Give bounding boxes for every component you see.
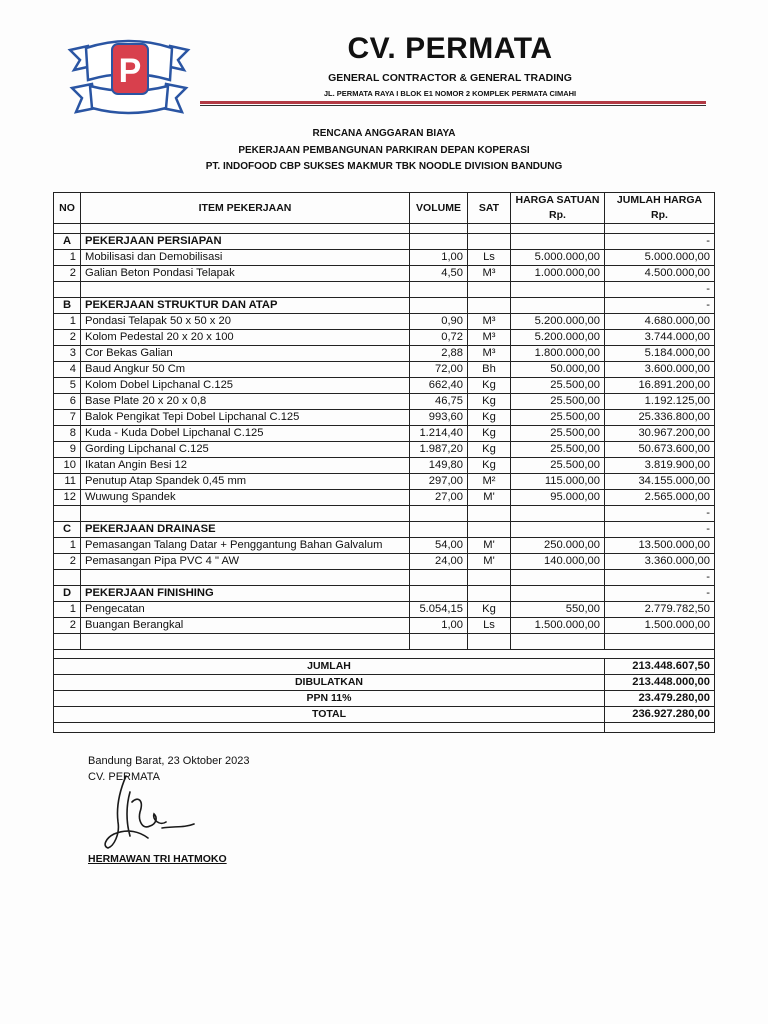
table-row <box>54 618 715 634</box>
cell-item: Kolom Pedestal 20 x 20 x 100 <box>81 330 410 346</box>
table-row <box>54 314 715 330</box>
cell-item: Gording Lipchanal C.125 <box>81 442 410 458</box>
cell-total-price: 1.192.125,00 <box>605 394 715 410</box>
cell-total-price: 34.155.000,00 <box>605 474 715 490</box>
cell-unit: M' <box>468 538 511 554</box>
cell-item: Base Plate 20 x 20 x 0,8 <box>81 394 410 410</box>
cell-no: 10 <box>54 458 81 474</box>
cell-unit <box>468 234 511 250</box>
cell-unit-price: 115.000,00 <box>511 474 605 490</box>
cell-no: B <box>54 298 81 314</box>
cell-no: 1 <box>54 250 81 266</box>
cell-item: Baud Angkur 50 Cm <box>81 362 410 378</box>
summary-value: 236.927.280,00 <box>605 707 715 723</box>
table-row <box>54 362 715 378</box>
cell-total-price: 1.500.000,00 <box>605 618 715 634</box>
table-header-row <box>54 193 715 209</box>
cell-no: 2 <box>54 266 81 282</box>
project-name: PEKERJAAN PEMBANGUNAN PARKIRAN DEPAN KOPERASI <box>238 145 530 156</box>
cell-unit <box>468 282 511 298</box>
document-title: RENCANA ANGGARAN BIAYA <box>312 128 456 139</box>
cell-unit-price <box>511 298 605 314</box>
company-address: JL. PERMATA RAYA I BLOK E1 NOMOR 2 KOMPLEK PERMATA CIMAHI <box>323 89 577 98</box>
cell-no: 1 <box>54 602 81 618</box>
letterhead-divider-thin <box>200 105 706 106</box>
cell-unit <box>468 634 511 650</box>
cell-volume <box>410 586 468 602</box>
table-row <box>54 602 715 618</box>
cell-unit: M³ <box>468 266 511 282</box>
summary-value: 213.448.607,50 <box>605 659 715 675</box>
cell-no <box>54 634 81 650</box>
signature-company: CV. PERMATA <box>88 771 160 783</box>
company-logo <box>66 36 192 116</box>
client-name: PT. INDOFOOD CBP SUKSES MAKMUR TBK NOODLE DIVISION BANDUNG <box>205 161 563 172</box>
cell-no: 2 <box>54 330 81 346</box>
summary-label: DIBULATKAN <box>54 675 605 691</box>
cell-unit-price: 250.000,00 <box>511 538 605 554</box>
cell-unit: Kg <box>468 378 511 394</box>
cell-volume <box>410 570 468 586</box>
cell-total-price: 25.336.800,00 <box>605 410 715 426</box>
cell-no <box>54 282 81 298</box>
cell-no: 8 <box>54 426 81 442</box>
section-row <box>54 586 715 602</box>
cell-unit-price <box>511 506 605 522</box>
cell-total-price: 3.819.900,00 <box>605 458 715 474</box>
cell-no: D <box>54 586 81 602</box>
cell-unit: M³ <box>468 346 511 362</box>
summary-spacer-row <box>54 650 715 659</box>
cell-item: Galian Beton Pondasi Telapak <box>81 266 410 282</box>
logo-letter: P <box>118 52 142 90</box>
summary-label: PPN 11% <box>54 691 605 707</box>
cell-total-price: 2.779.782,50 <box>605 602 715 618</box>
cell-no: 2 <box>54 618 81 634</box>
cell-unit-price <box>511 522 605 538</box>
cell-total-price: - <box>605 570 715 586</box>
summary-label: TOTAL <box>54 707 605 723</box>
table-row <box>54 490 715 506</box>
cell-total-price: - <box>605 586 715 602</box>
cell-volume: 297,00 <box>410 474 468 490</box>
cell-item: PEKERJAAN FINISHING <box>81 586 410 602</box>
cell-no: 11 <box>54 474 81 490</box>
cell-unit-price: 1.800.000,00 <box>511 346 605 362</box>
cell-unit: M³ <box>468 330 511 346</box>
table-row <box>54 570 715 586</box>
handwritten-signature <box>100 772 200 852</box>
cell-unit-price: 50.000,00 <box>511 362 605 378</box>
cell-unit-price: 25.500,00 <box>511 458 605 474</box>
cell-volume: 46,75 <box>410 394 468 410</box>
table-row <box>54 346 715 362</box>
cell-volume: 662,40 <box>410 378 468 394</box>
header-total-price: JUMLAH HARGA <box>605 193 715 209</box>
cell-unit: M² <box>468 474 511 490</box>
table-row <box>54 250 715 266</box>
summary-value: 23.479.280,00 <box>605 691 715 707</box>
section-row <box>54 234 715 250</box>
cell-volume <box>410 634 468 650</box>
cell-item: Buangan Berangkal <box>81 618 410 634</box>
cell-unit <box>468 570 511 586</box>
cell-item: Pemasangan Talang Datar + Penggantung Bahan Galvalum <box>81 538 410 554</box>
table-end-row <box>54 723 715 733</box>
cell-unit-price: 1.000.000,00 <box>511 266 605 282</box>
cell-unit-price: 5.200.000,00 <box>511 330 605 346</box>
signer-name: HERMAWAN TRI HATMOKO <box>88 853 227 865</box>
cell-total-price: 16.891.200,00 <box>605 378 715 394</box>
cell-unit: Kg <box>468 394 511 410</box>
cell-unit: Ls <box>468 618 511 634</box>
cell-item: PEKERJAAN STRUKTUR DAN ATAP <box>81 298 410 314</box>
letterhead-divider <box>200 101 706 104</box>
cell-unit-price: 25.500,00 <box>511 442 605 458</box>
table-row <box>54 282 715 298</box>
cell-volume <box>410 298 468 314</box>
table-row <box>54 458 715 474</box>
cell-no: C <box>54 522 81 538</box>
cell-total-price: - <box>605 282 715 298</box>
table-row <box>54 330 715 346</box>
header-unit: SAT <box>468 193 511 224</box>
cell-unit <box>468 586 511 602</box>
cell-total-price: 2.565.000,00 <box>605 490 715 506</box>
cell-item: Mobilisasi dan Demobilisasi <box>81 250 410 266</box>
cell-item: Penutup Atap Spandek 0,45 mm <box>81 474 410 490</box>
cell-no <box>54 506 81 522</box>
cell-total-price: 4.680.000,00 <box>605 314 715 330</box>
table-row <box>54 394 715 410</box>
cell-unit: M' <box>468 490 511 506</box>
cell-item: PEKERJAAN DRAINASE <box>81 522 410 538</box>
place-date: Bandung Barat, 23 Oktober 2023 <box>88 755 250 767</box>
table-row <box>54 538 715 554</box>
cell-unit: Ls <box>468 250 511 266</box>
cell-total-price: - <box>605 234 715 250</box>
cell-volume: 24,00 <box>410 554 468 570</box>
cell-item: Cor Bekas Galian <box>81 346 410 362</box>
header-unit-price: HARGA SATUAN <box>511 193 605 209</box>
cell-total-price: 3.600.000,00 <box>605 362 715 378</box>
company-tagline: GENERAL CONTRACTOR & GENERAL TRADING <box>328 72 572 84</box>
cell-unit-price: 1.500.000,00 <box>511 618 605 634</box>
cell-volume: 4,50 <box>410 266 468 282</box>
cell-volume: 54,00 <box>410 538 468 554</box>
cell-volume: 0,90 <box>410 314 468 330</box>
section-row <box>54 522 715 538</box>
cell-no: 6 <box>54 394 81 410</box>
cell-volume: 5.054,15 <box>410 602 468 618</box>
cell-volume <box>410 522 468 538</box>
cell-unit: M' <box>468 554 511 570</box>
cell-unit: Kg <box>468 602 511 618</box>
cell-unit-price <box>511 586 605 602</box>
cell-unit-price: 550,00 <box>511 602 605 618</box>
cell-total-price: 3.744.000,00 <box>605 330 715 346</box>
cell-unit: Kg <box>468 442 511 458</box>
cell-total-price: 13.500.000,00 <box>605 538 715 554</box>
summary-value: 213.448.000,00 <box>605 675 715 691</box>
cell-volume: 1,00 <box>410 250 468 266</box>
cell-item: Ikatan Angin Besi 12 <box>81 458 410 474</box>
cell-no: 4 <box>54 362 81 378</box>
cell-unit: Kg <box>468 458 511 474</box>
section-row <box>54 298 715 314</box>
table-row <box>54 634 715 650</box>
cell-unit-price: 140.000,00 <box>511 554 605 570</box>
summary-row <box>54 659 715 675</box>
cell-no: 1 <box>54 314 81 330</box>
cell-unit: Kg <box>468 410 511 426</box>
cell-total-price: - <box>605 506 715 522</box>
cell-no: 5 <box>54 378 81 394</box>
cell-unit: Bh <box>468 362 511 378</box>
cell-total-price: - <box>605 298 715 314</box>
cell-total-price: 5.184.000,00 <box>605 346 715 362</box>
cell-unit: Kg <box>468 426 511 442</box>
cell-item <box>81 506 410 522</box>
cell-item: Pondasi Telapak 50 x 50 x 20 <box>81 314 410 330</box>
summary-label: JUMLAH <box>54 659 605 675</box>
cell-unit-price: 5.000.000,00 <box>511 250 605 266</box>
cell-total-price: 4.500.000,00 <box>605 266 715 282</box>
cell-item: Kuda - Kuda Dobel Lipchanal C.125 <box>81 426 410 442</box>
cell-unit-price <box>511 234 605 250</box>
cell-unit <box>468 522 511 538</box>
cell-unit-price: 95.000,00 <box>511 490 605 506</box>
cell-total-price: 3.360.000,00 <box>605 554 715 570</box>
cell-unit-price <box>511 634 605 650</box>
cell-total-price: - <box>605 522 715 538</box>
cell-unit-price <box>511 282 605 298</box>
cell-item: Balok Pengikat Tepi Dobel Lipchanal C.125 <box>81 410 410 426</box>
cell-volume: 1,00 <box>410 618 468 634</box>
table-row <box>54 474 715 490</box>
header-currency: Rp. <box>511 208 605 224</box>
cell-volume: 993,60 <box>410 410 468 426</box>
cell-item <box>81 634 410 650</box>
cell-unit-price: 25.500,00 <box>511 378 605 394</box>
cell-volume <box>410 282 468 298</box>
table-row <box>54 266 715 282</box>
table-summary <box>54 659 715 733</box>
cell-item: PEKERJAAN PERSIAPAN <box>81 234 410 250</box>
cell-volume: 27,00 <box>410 490 468 506</box>
header-currency: Rp. <box>605 208 715 224</box>
cell-no: 1 <box>54 538 81 554</box>
cell-unit-price: 25.500,00 <box>511 394 605 410</box>
header-spacer-row <box>54 224 715 234</box>
cell-no: 3 <box>54 346 81 362</box>
cell-unit-price: 5.200.000,00 <box>511 314 605 330</box>
company-name: CV. PERMATA <box>347 32 553 65</box>
cell-no <box>54 570 81 586</box>
cell-no: 2 <box>54 554 81 570</box>
cell-volume: 2,88 <box>410 346 468 362</box>
cell-total-price: 5.000.000,00 <box>605 250 715 266</box>
cell-item <box>81 282 410 298</box>
table-row <box>54 426 715 442</box>
header-no: NO <box>54 193 81 224</box>
cell-item: Pengecatan <box>81 602 410 618</box>
cell-no: 7 <box>54 410 81 426</box>
cell-item <box>81 570 410 586</box>
table-row <box>54 506 715 522</box>
cell-unit-price: 25.500,00 <box>511 410 605 426</box>
cell-unit: M³ <box>468 314 511 330</box>
cell-volume: 72,00 <box>410 362 468 378</box>
cell-volume: 0,72 <box>410 330 468 346</box>
table-row <box>54 554 715 570</box>
table-row <box>54 442 715 458</box>
summary-row <box>54 675 715 691</box>
cell-volume: 149,80 <box>410 458 468 474</box>
cell-total-price: 30.967.200,00 <box>605 426 715 442</box>
cell-unit-price: 25.500,00 <box>511 426 605 442</box>
cell-volume: 1.987,20 <box>410 442 468 458</box>
cell-no: 9 <box>54 442 81 458</box>
table-row <box>54 378 715 394</box>
cell-volume <box>410 234 468 250</box>
cell-no: A <box>54 234 81 250</box>
cell-total-price: 50.673.600,00 <box>605 442 715 458</box>
cell-volume: 1.214,40 <box>410 426 468 442</box>
table-body <box>54 234 715 659</box>
cell-total-price <box>605 634 715 650</box>
cell-item: Kolom Dobel Lipchanal C.125 <box>81 378 410 394</box>
header-item: ITEM PEKERJAAN <box>81 193 410 224</box>
summary-row <box>54 691 715 707</box>
summary-row <box>54 707 715 723</box>
cell-item: Wuwung Spandek <box>81 490 410 506</box>
cell-unit <box>468 298 511 314</box>
table-row <box>54 410 715 426</box>
cell-item: Pemasangan Pipa PVC 4 " AW <box>81 554 410 570</box>
cell-unit <box>468 506 511 522</box>
budget-table <box>53 192 715 733</box>
cell-volume <box>410 506 468 522</box>
header-volume: VOLUME <box>410 193 468 224</box>
cell-unit-price <box>511 570 605 586</box>
cell-no: 12 <box>54 490 81 506</box>
